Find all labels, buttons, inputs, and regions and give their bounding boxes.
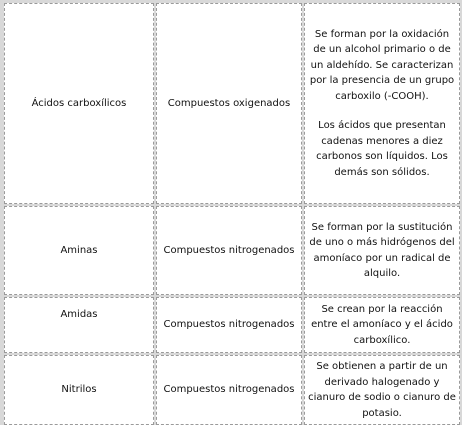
compound-description-paragraph: Se forman por la sustitución de uno o más hidrógenos del amoníaco por un radical de alquilo. [309,221,455,279]
paragraph-spacer [308,104,456,118]
compound-description-paragraph: Se obtienen a partir de un derivado halogenado y cianuro de sodio o cianuro de potasio. [308,361,456,419]
compound-name-cell [4,206,154,295]
compound-name-cell [4,3,154,204]
compound-type-cell [156,206,302,295]
table-row [4,3,460,204]
compound-name-cell [4,297,154,353]
compound-name: Aminas [60,244,98,256]
compound-description-cell [304,3,460,204]
compound-name-cell [4,355,154,425]
compound-description-cell [304,297,460,353]
compound-type: Compuestos oxigenados [167,97,291,109]
compound-type-cell [156,355,302,425]
table-row [4,355,460,425]
compound-type-cell [156,3,302,204]
compound-name: Nitrilos [61,384,97,395]
compound-type-cell [156,297,302,353]
compound-name: Ácidos carboxílicos [31,97,127,109]
compound-description-paragraph: Se crean por la reacción entre el amoníaco y el ácido carboxílico. [311,303,453,346]
compound-type: Compuestos nitrogenados [163,319,295,330]
compounds-table [2,1,462,427]
compound-description-cell [304,206,460,295]
compound-type: Compuestos nitrogenados [163,384,295,395]
compound-type: Compuestos nitrogenados [163,244,295,256]
table-row [4,297,460,353]
compound-description-cell [304,355,460,425]
compound-name: Amidas [60,309,98,320]
compound-description-paragraph: Se forman por la oxidación de un alcohol primario o de un aldehído. Se caracterizan por la presencia de un grupo carboxilo (-COOH). [309,28,455,102]
table-row [4,206,460,295]
compound-description-paragraph: Los ácidos que presentan cadenas menores a diez carbonos son líquidos. Los demás son sólidos. [316,120,448,178]
